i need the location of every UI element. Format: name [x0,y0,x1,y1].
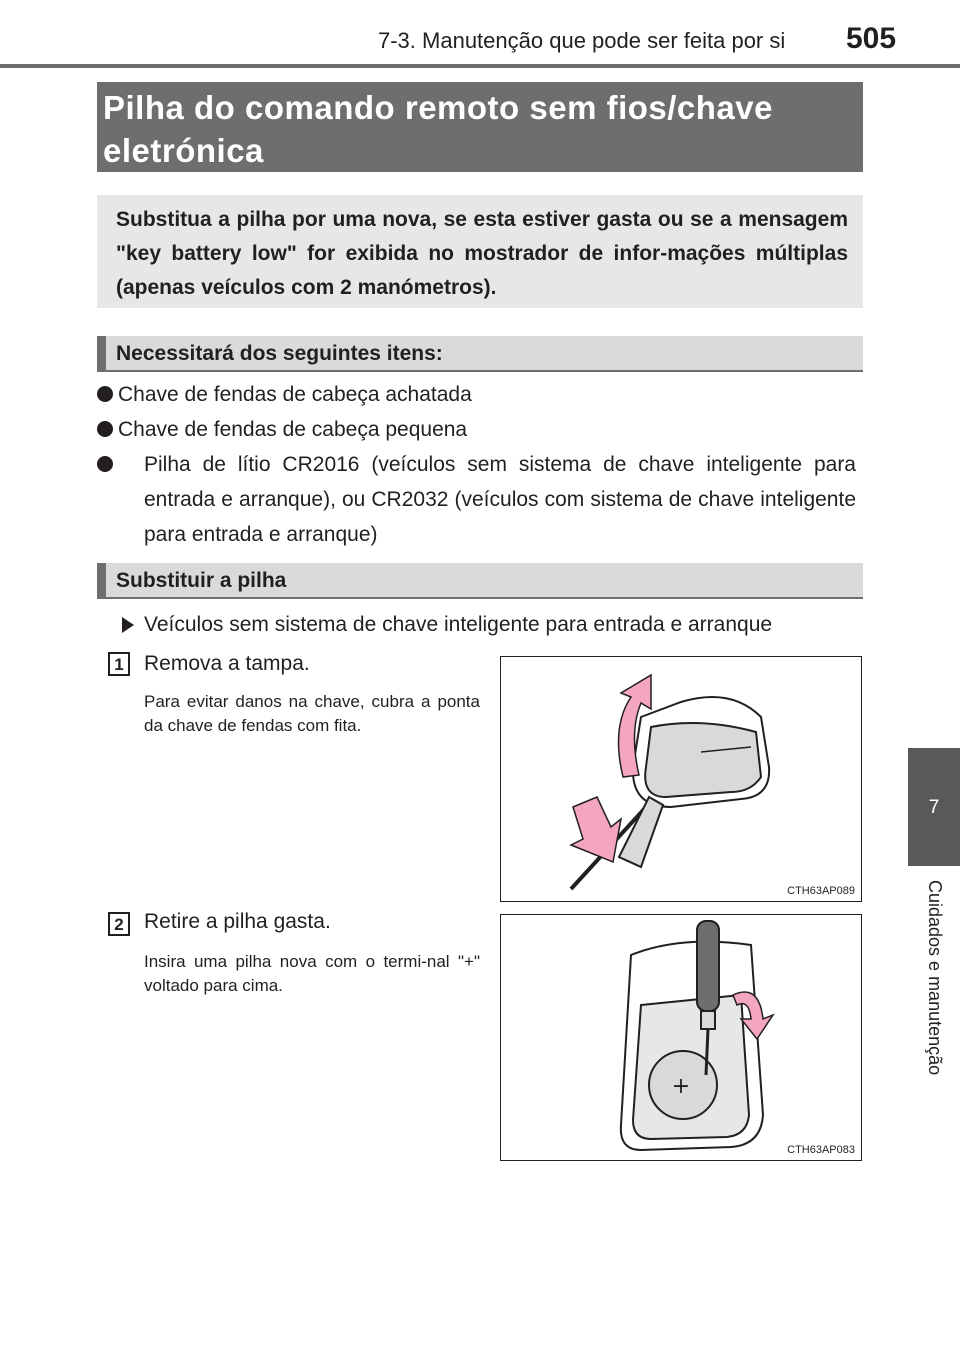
figure-code-2: CTH63AP083 [787,1144,855,1156]
header-section-title: 7-3. Manutenção que pode ser feita por si [378,28,786,53]
step-number-2: 2 [108,912,130,936]
intro-text: Substitua a pilha por uma nova, se esta estiver gasta ou se a mensagem "key battery low" for exibida no mostrador de infor-mações múltiplas (apenas veículos com 2 manómetros). [116,208,848,299]
bullet-icon [97,456,113,472]
bullet-icon [97,421,113,437]
step-note-2: Insira uma pilha nova com o termi-nal "+" voltado para cima. [144,952,480,995]
triangle-bullet-icon [122,617,134,633]
step-title-1: Remova a tampa. [144,652,310,675]
figure-remove-cover [500,656,862,902]
needs-item-3: Pilha de lítio CR2016 (veículos sem sistema de chave inteligente para entrada e arranque), ou CR2032 (veículos com sistema de chave inteligente para entrada e arranque) [144,453,856,546]
page-number: 505 [846,22,897,55]
chapter-label: Cuidados e manutenção [925,880,945,1076]
svg-text:+: + [671,1074,691,1099]
step-title-2: Retire a pilha gasta. [144,910,331,933]
needs-item-2: Chave de fendas de cabeça pequena [118,418,468,441]
pink-arrow-down-icon [571,797,621,862]
replace-subheading: Veículos sem sistema de chave inteligente para entrada e arranque [144,613,773,636]
needs-item-1: Chave de fendas de cabeça achatada [118,383,472,406]
chapter-tab: 7 [908,748,960,866]
figure-remove-battery [500,914,862,1161]
section-heading-replace: Substituir a pilha [116,569,287,592]
battery-illustration [501,915,861,1160]
step-number-1: 1 [108,652,130,676]
key-cover-illustration [501,657,861,901]
page-title: Pilha do comando remoto sem fios/chave eletrónica [103,89,773,169]
section-heading-needs: Necessitará dos seguintes itens: [116,342,443,365]
header-divider [0,64,960,68]
figure-code-1: CTH63AP089 [787,885,855,897]
step-note-1: Para evitar danos na chave, cubra a ponta da chave de fendas com fita. [144,692,480,735]
chapter-label-container [882,880,960,1110]
bullet-icon [97,386,113,402]
